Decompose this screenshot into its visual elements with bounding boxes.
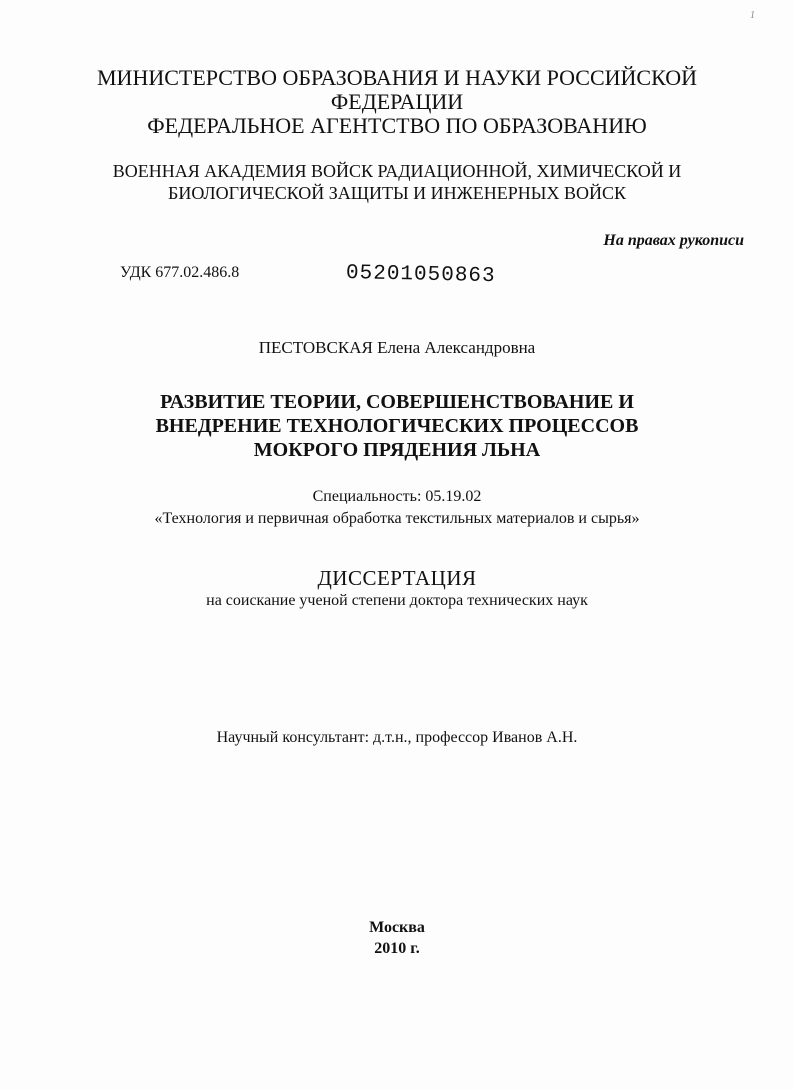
dissertation-label: ДИССЕРТАЦИЯ (317, 566, 477, 590)
udk-code: УДК 677.02.486.8 (120, 264, 240, 281)
specialty-block (0, 486, 794, 530)
ministry-header (0, 66, 794, 138)
title-line-3: МОКРОГО ПРЯДЕНИЯ ЛЬНА (253, 439, 541, 461)
year: 2010 г. (374, 940, 420, 957)
academy-header (0, 160, 794, 204)
place-and-year (0, 917, 794, 959)
degree-line: на соискание ученой степени доктора технических наук (206, 592, 588, 609)
author-name: ПЕСТОВСКАЯ Елена Александровна (258, 338, 536, 357)
academy-line-2: БИОЛОГИЧЕСКОЙ ЗАЩИТЫ И ИНЖЕНЕРНЫХ ВОЙСК (167, 183, 626, 203)
title-line-2: ВНЕДРЕНИЕ ТЕХНОЛОГИЧЕСКИХ ПРОЦЕССОВ (155, 415, 639, 437)
dissertation-title (0, 390, 794, 462)
academy-line-1: ВОЕННАЯ АКАДЕМИЯ ВОЙСК РАДИАЦИОННОЙ, ХИМИЧЕСКОЙ И (112, 161, 682, 181)
scientific-consultant: Научный консультант: д.т.н., профессор Иванов А.Н. (216, 729, 578, 746)
rights-note: На правах рукописи (603, 232, 744, 249)
city: Москва (369, 919, 425, 936)
page-number-mark: 1 (750, 10, 755, 21)
ministry-line-2: ФЕДЕРАЦИИ (330, 89, 464, 114)
ministry-line-3: ФЕДЕРАЛЬНОЕ АГЕНТСТВО ПО ОБРАЗОВАНИЮ (147, 113, 647, 138)
ministry-line-1: МИНИСТЕРСТВО ОБРАЗОВАНИЯ И НАУКИ РОССИЙСКОЙ (97, 65, 697, 90)
registration-number-stamp: 05201050863 (345, 262, 496, 289)
specialty-name: «Технология и первичная обработка текстильных материалов и сырья» (154, 510, 640, 527)
title-line-1: РАЗВИТИЕ ТЕОРИИ, СОВЕРШЕНСТВОВАНИЕ И (160, 391, 634, 413)
specialty-code: Специальность: 05.19.02 (312, 488, 482, 505)
